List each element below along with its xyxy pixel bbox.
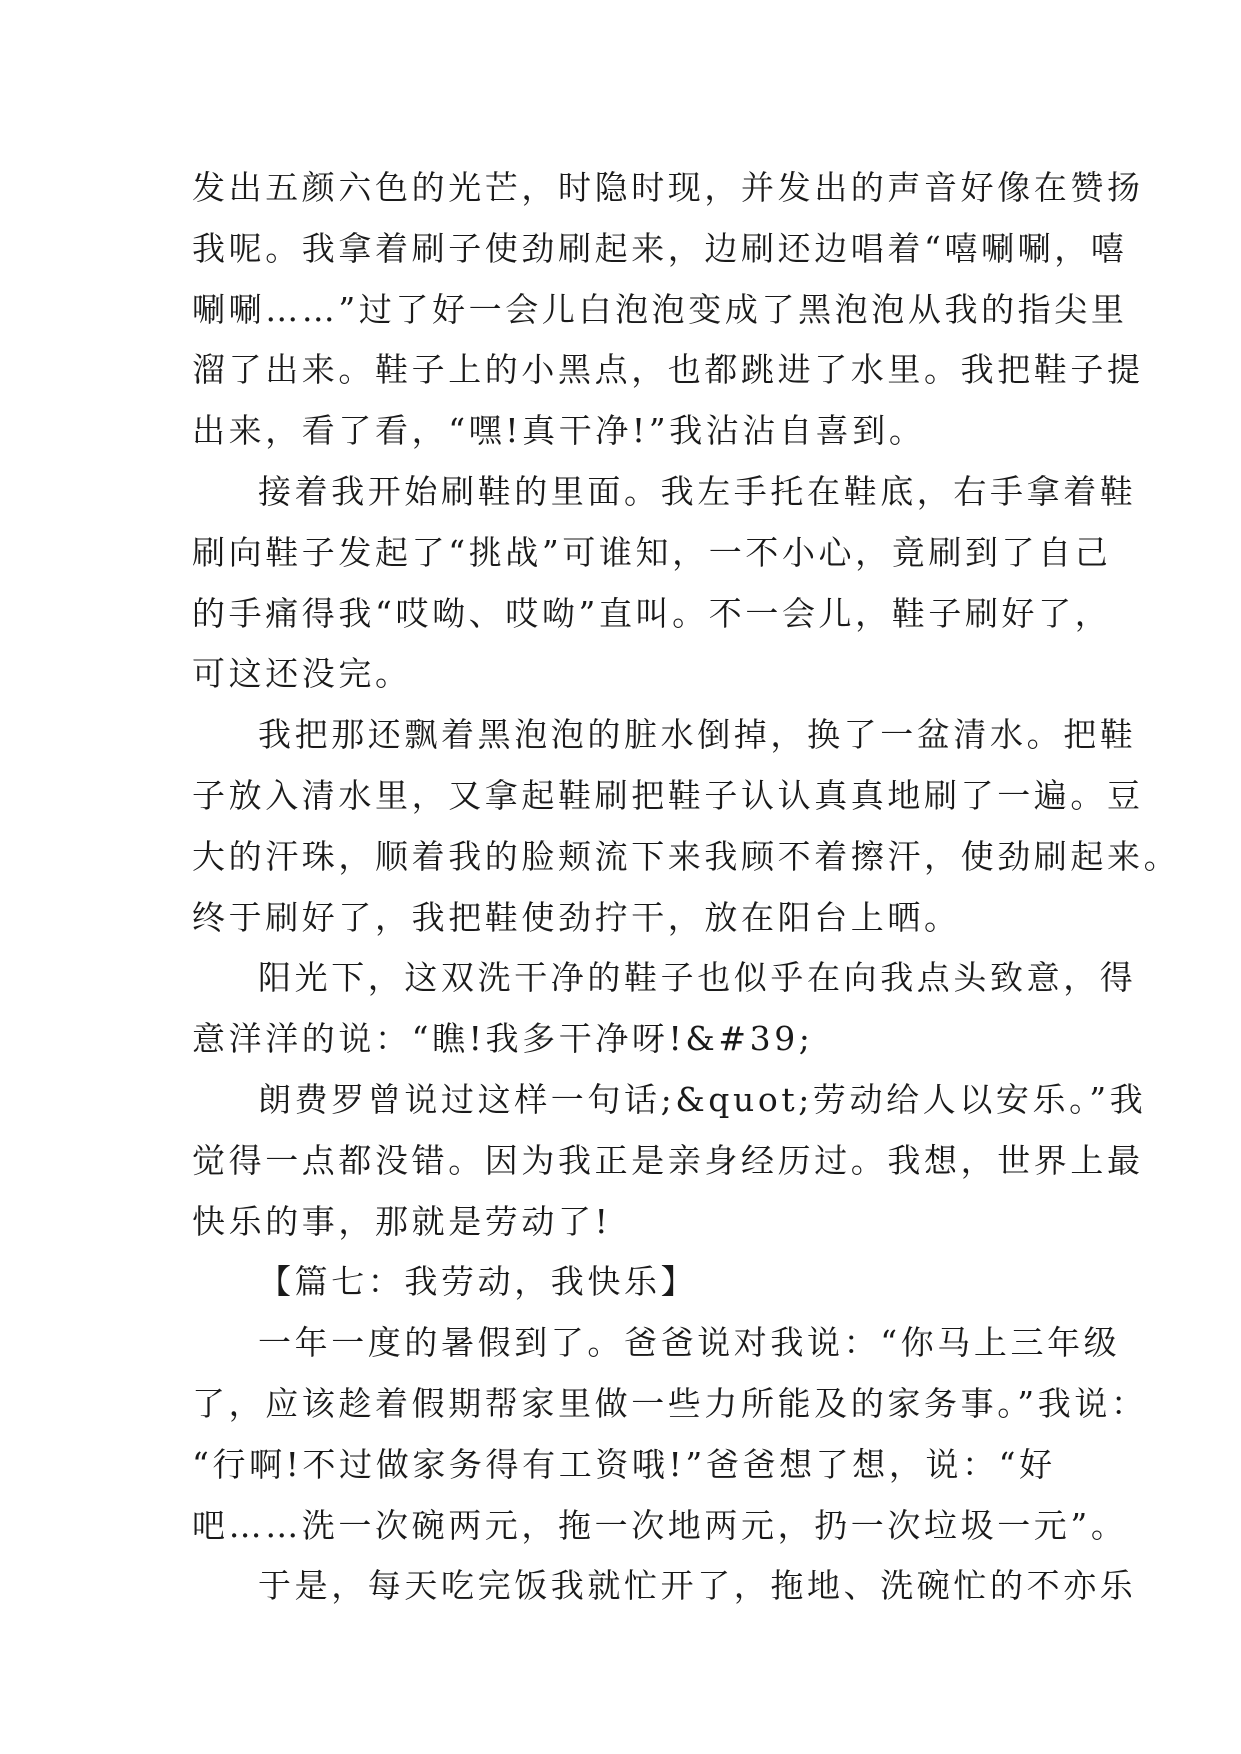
text-line-22: “行啊!不过做家务得有工资哦!”爸爸想了想，说：“好 — [192, 1444, 1056, 1484]
text-line-12: 大的汗珠，顺着我的脸颊流下来我顾不着擦汗，使劲刷起来。 — [192, 836, 1181, 876]
text-line-2: 我呢。我拿着刷子使劲刷起来，边刷还边唱着“嘻唰唰，嘻 — [192, 228, 1128, 268]
text-line-1: 发出五颜六色的光芒，时隐时现，并发出的声音好像在赞扬 — [192, 168, 1144, 207]
text-line-14: 阳光下，这双洗干净的鞋子也似乎在向我点头致意，得 — [258, 958, 1137, 998]
text-line-20: 一年一度的暑假到了。爸爸说对我说：“你马上三年级 — [258, 1323, 1121, 1363]
text-line-3: 唰唰……”过了好一会儿白泡泡变成了黑泡泡从我的指尖里 — [192, 289, 1128, 329]
text-line-24: 于是，每天吃完饭我就忙开了，拖地、洗碗忙的不亦乐 — [258, 1566, 1137, 1606]
text-line-16: 朗费罗曾说过这样一句话;&quot;劳动给人以安乐。”我 — [258, 1079, 1147, 1119]
text-line-23: 吧……洗一次碗两元，拖一次地两元，扔一次垃圾一元”。 — [192, 1505, 1128, 1545]
text-line-15: 意洋洋的说：“瞧!我多干净呀!&#39; — [192, 1019, 814, 1059]
text-line-11: 子放入清水里，又拿起鞋刷把鞋子认认真真地刷了一遍。豆 — [192, 775, 1144, 815]
text-line-9: 可这还没完。 — [192, 654, 412, 694]
text-line-7: 刷向鞋子发起了“挑战”可谁知，一不小心，竟刷到了自己 — [192, 532, 1112, 572]
text-line-18: 快乐的事，那就是劳动了! — [192, 1201, 612, 1241]
body-text — [192, 158, 1181, 1617]
text-line-13: 终于刷好了，我把鞋使劲拧干，放在阳台上晒。 — [192, 897, 961, 937]
text-line-4: 溜了出来。鞋子上的小黑点，也都跳进了水里。我把鞋子提 — [192, 350, 1144, 390]
text-line-17: 觉得一点都没错。因为我正是亲身经历过。我想，世界上最 — [192, 1140, 1144, 1180]
section-heading: 【篇七：我劳动，我快乐】 — [258, 1262, 698, 1302]
text-line-8: 的手痛得我“哎呦、哎呦”直叫。不一会儿，鞋子刷好了， — [192, 593, 1112, 633]
text-line-5: 出来，看了看，“嘿!真干净!”我沾沾自喜到。 — [192, 411, 926, 451]
text-line-10: 我把那还飘着黑泡泡的脏水倒掉，换了一盆清水。把鞋 — [258, 715, 1137, 755]
text-line-6: 接着我开始刷鞋的里面。我左手托在鞋底，右手拿着鞋 — [258, 471, 1137, 511]
text-line-21: 了，应该趁着假期帮家里做一些力所能及的家务事。”我说： — [192, 1383, 1148, 1423]
